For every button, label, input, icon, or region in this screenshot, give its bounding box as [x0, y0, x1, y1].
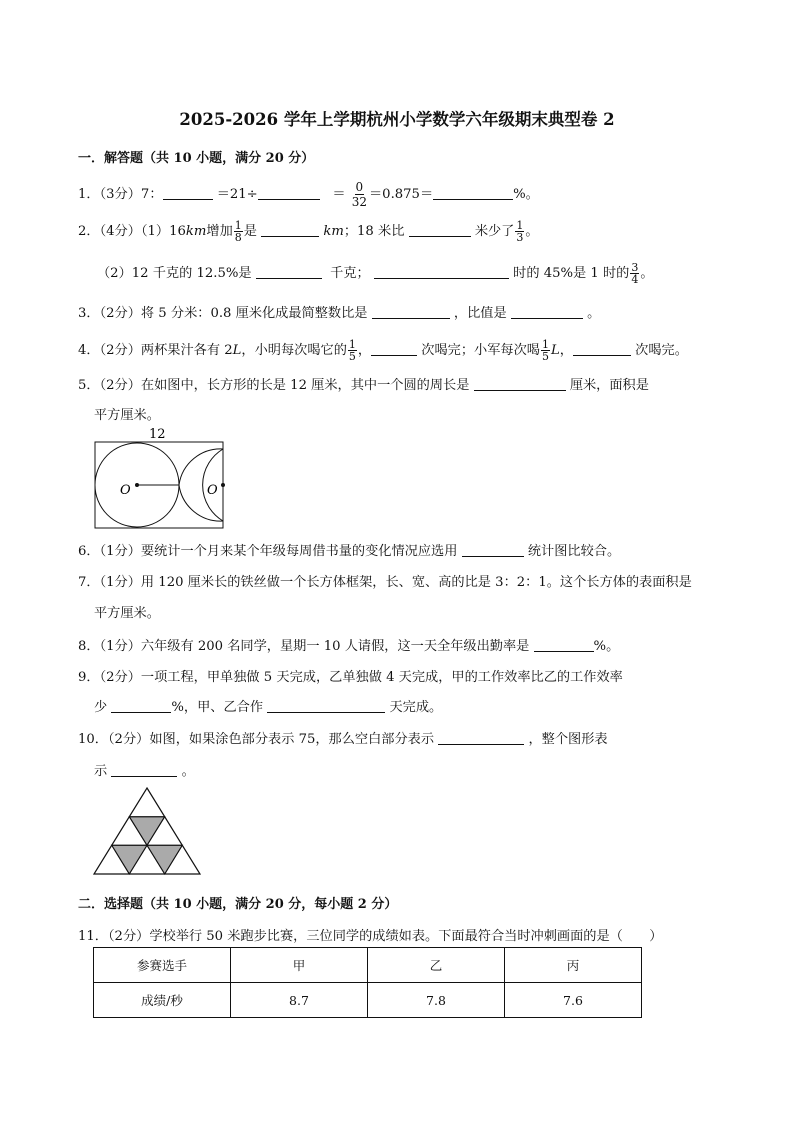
blank[interactable]	[573, 342, 631, 356]
center-label: O	[120, 483, 131, 498]
blank[interactable]	[433, 186, 513, 200]
question-7: 7．（1分）用 120 厘米长的铁丝做一个长方体框架，长、宽、高的比是 3：2：1。这个长方体的表面积是	[78, 575, 692, 590]
section-heading-choice: 二．选择题（共 10 小题，满分 20 分，每小题 2 分）	[78, 897, 398, 912]
blank[interactable]	[267, 699, 385, 713]
table-cell: 甲	[231, 948, 368, 983]
page-title: 2025-2026 学年上学期杭州小学数学六年级期末典型卷 2	[179, 110, 615, 129]
fraction: $\frac{3}{4}$	[631, 261, 639, 286]
blank[interactable]	[111, 763, 177, 777]
fraction: $\frac{1}{5}$	[541, 338, 549, 363]
question-9: 9．（2分）一项工程，甲单独做 5 天完成，乙单独做 4 天完成，甲的工作效率比乙的工作效率	[78, 670, 623, 685]
blank[interactable]	[374, 265, 509, 279]
blank[interactable]	[474, 377, 566, 391]
question-2: 2．（4分）（1）16km增加 $\frac{1}{8}$ 是 km；18 米比 米少了 $\frac{1}{3}$ 。	[78, 219, 539, 244]
blank[interactable]	[372, 305, 450, 319]
table-cell: 7.8	[368, 983, 505, 1018]
blank[interactable]	[462, 543, 524, 557]
fraction: $\frac{1}{3}$	[516, 219, 524, 244]
question-5-line-2: 平方厘米。	[94, 408, 160, 423]
length-label: 12	[149, 427, 166, 442]
blank[interactable]	[261, 223, 319, 237]
table-cell: 7.6	[505, 983, 642, 1018]
question-2-part-2: （2）12 千克的 12.5%是 千克； 时的 45%是 1 时的 $\frac{3}{4}$ 。	[97, 261, 654, 286]
section-heading-answer: 一．解答题（共 10 小题，满分 20 分）	[78, 151, 315, 166]
table-cell: 乙	[368, 948, 505, 983]
table-cell: 成绩/秒	[94, 983, 231, 1018]
question-10-line-2: 示 。	[94, 764, 195, 779]
question-7-line-2: 平方厘米。	[94, 606, 160, 621]
question-9-line-2: 少 %，甲、乙合作 天完成。	[94, 700, 443, 715]
results-table	[93, 947, 642, 1018]
question-8: 8．（1分）六年级有 200 名同学，星期一 10 人请假，这一天全年级出勤率是 %。	[78, 639, 620, 654]
blank[interactable]	[258, 186, 320, 200]
blank[interactable]	[371, 342, 417, 356]
blank[interactable]	[534, 638, 594, 652]
rectangle-circles-figure	[88, 424, 238, 534]
question-3: 3．（2分）将 5 分米：0.8 厘米化成最简整数比是 ，比值是 。	[78, 306, 601, 321]
table-header-row	[94, 948, 642, 983]
question-6: 6．（1分）要统计一个月来某个年级每周借书量的变化情况应选用 统计图比较合。	[78, 544, 621, 559]
question-10: 10．（2分）如图，如果涂色部分表示 75，那么空白部分表示 ，整个图形表	[78, 732, 608, 747]
blank[interactable]	[111, 699, 171, 713]
question-5: 5．（2分）在如图中，长方形的长是 12 厘米，其中一个圆的周长是 厘米，面积是	[78, 378, 649, 393]
question-4: 4．（2分）两杯果汁各有 2L，小明每次喝它的 $\frac{1}{5}$ ， 次喝完；小军每次喝 $\frac{1}{5}$ L， 次喝完。	[78, 338, 688, 363]
table-cell: 丙	[505, 948, 642, 983]
blank[interactable]	[163, 186, 213, 200]
table-cell: 参赛选手	[94, 948, 231, 983]
table-cell: 8.7	[231, 983, 368, 1018]
blank[interactable]	[511, 305, 583, 319]
question-11: 11．（2分）学校举行 50 米跑步比赛，三位同学的成绩如表。下面最符合当时冲刺画面的是（ ）	[78, 929, 663, 944]
question-1: 1．（3分）7： ＝21÷ ＝ $\frac{0}{32}$ ＝0.875＝ %。	[78, 180, 539, 209]
fraction: $\frac{0}{32}$	[351, 180, 367, 209]
blank[interactable]	[438, 731, 524, 745]
fraction: $\frac{1}{8}$	[234, 219, 242, 244]
center-label: O	[207, 483, 218, 498]
fraction: $\frac{1}{5}$	[348, 338, 356, 363]
shaded-triangle-figure	[92, 786, 204, 878]
blank[interactable]	[409, 223, 471, 237]
table-row	[94, 983, 642, 1018]
blank[interactable]	[256, 265, 322, 279]
